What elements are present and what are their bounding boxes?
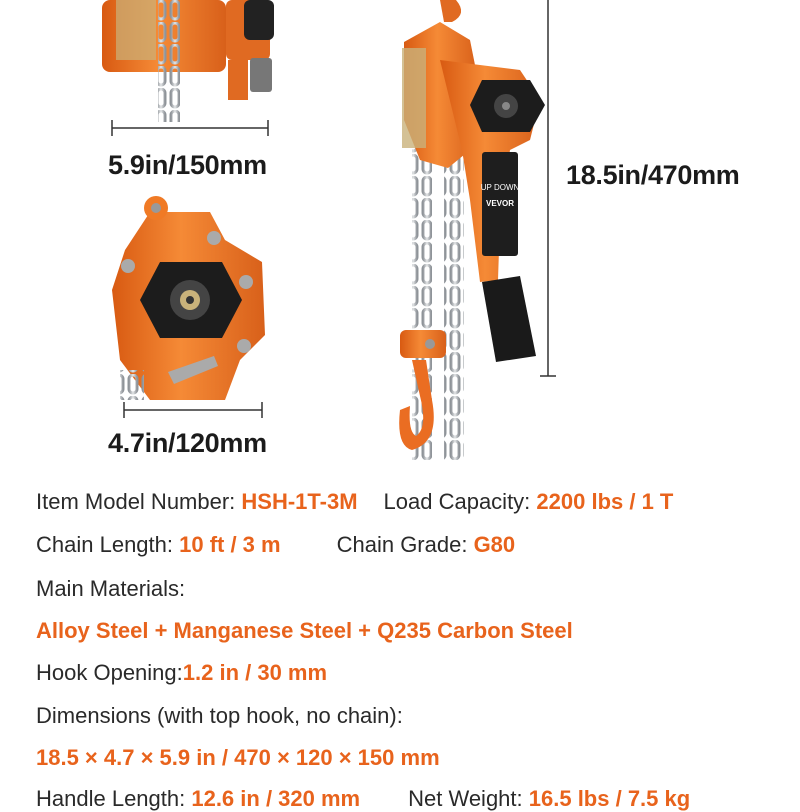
spec-row-handle-weight bbox=[36, 786, 690, 812]
full-view-hoist bbox=[399, 0, 545, 460]
materials-label: Main Materials: bbox=[36, 576, 186, 601]
spec-row-model-capacity bbox=[36, 489, 673, 515]
hook-value: 1.2 in / 30 mm bbox=[182, 660, 328, 685]
materials-value: Alloy Steel + Manganese Steel + Q235 Carbon Steel bbox=[36, 618, 573, 643]
model-value: HSH-1T-3M bbox=[241, 489, 358, 514]
capacity-label: Load Capacity: bbox=[383, 489, 537, 514]
weight-label: Net Weight: bbox=[408, 786, 529, 811]
chain-grade-label: Chain Grade: bbox=[336, 532, 474, 557]
height-label: 18.5in/470mm bbox=[566, 160, 740, 190]
weight-value: 16.5 lbs / 7.5 kg bbox=[528, 786, 691, 811]
hook-label: Hook Opening: bbox=[36, 660, 183, 685]
handle-label: Handle Length: bbox=[36, 786, 192, 811]
brand-label: VEVOR bbox=[485, 199, 515, 208]
spec-row-hook bbox=[36, 660, 327, 686]
dimensions-value: 18.5 × 4.7 × 5.9 in / 470 × 120 × 150 mm bbox=[36, 745, 440, 770]
capacity-value: 2200 lbs / 1 T bbox=[536, 489, 674, 514]
chain-grade-value: G80 bbox=[473, 532, 516, 557]
up-down-label: UP DOWN bbox=[480, 183, 520, 192]
handle-value: 12.6 in / 320 mm bbox=[191, 786, 361, 811]
top-view-hoist bbox=[102, 0, 274, 122]
side-view-hoist bbox=[112, 196, 265, 400]
chain-length-value: 10 ft / 3 m bbox=[179, 532, 281, 557]
dimensions-label: Dimensions (with top hook, no chain): bbox=[36, 703, 403, 728]
side-width-dimension-line bbox=[124, 402, 262, 418]
height-dimension-line bbox=[540, 0, 556, 376]
top-width-label: 5.9in/150mm bbox=[108, 150, 267, 180]
side-width-label: 4.7in/120mm bbox=[108, 428, 267, 458]
chain-length-label: Chain Length: bbox=[36, 532, 180, 557]
model-label: Item Model Number: bbox=[36, 489, 242, 514]
spec-row-chain bbox=[36, 532, 515, 558]
top-width-dimension-line bbox=[112, 120, 268, 136]
